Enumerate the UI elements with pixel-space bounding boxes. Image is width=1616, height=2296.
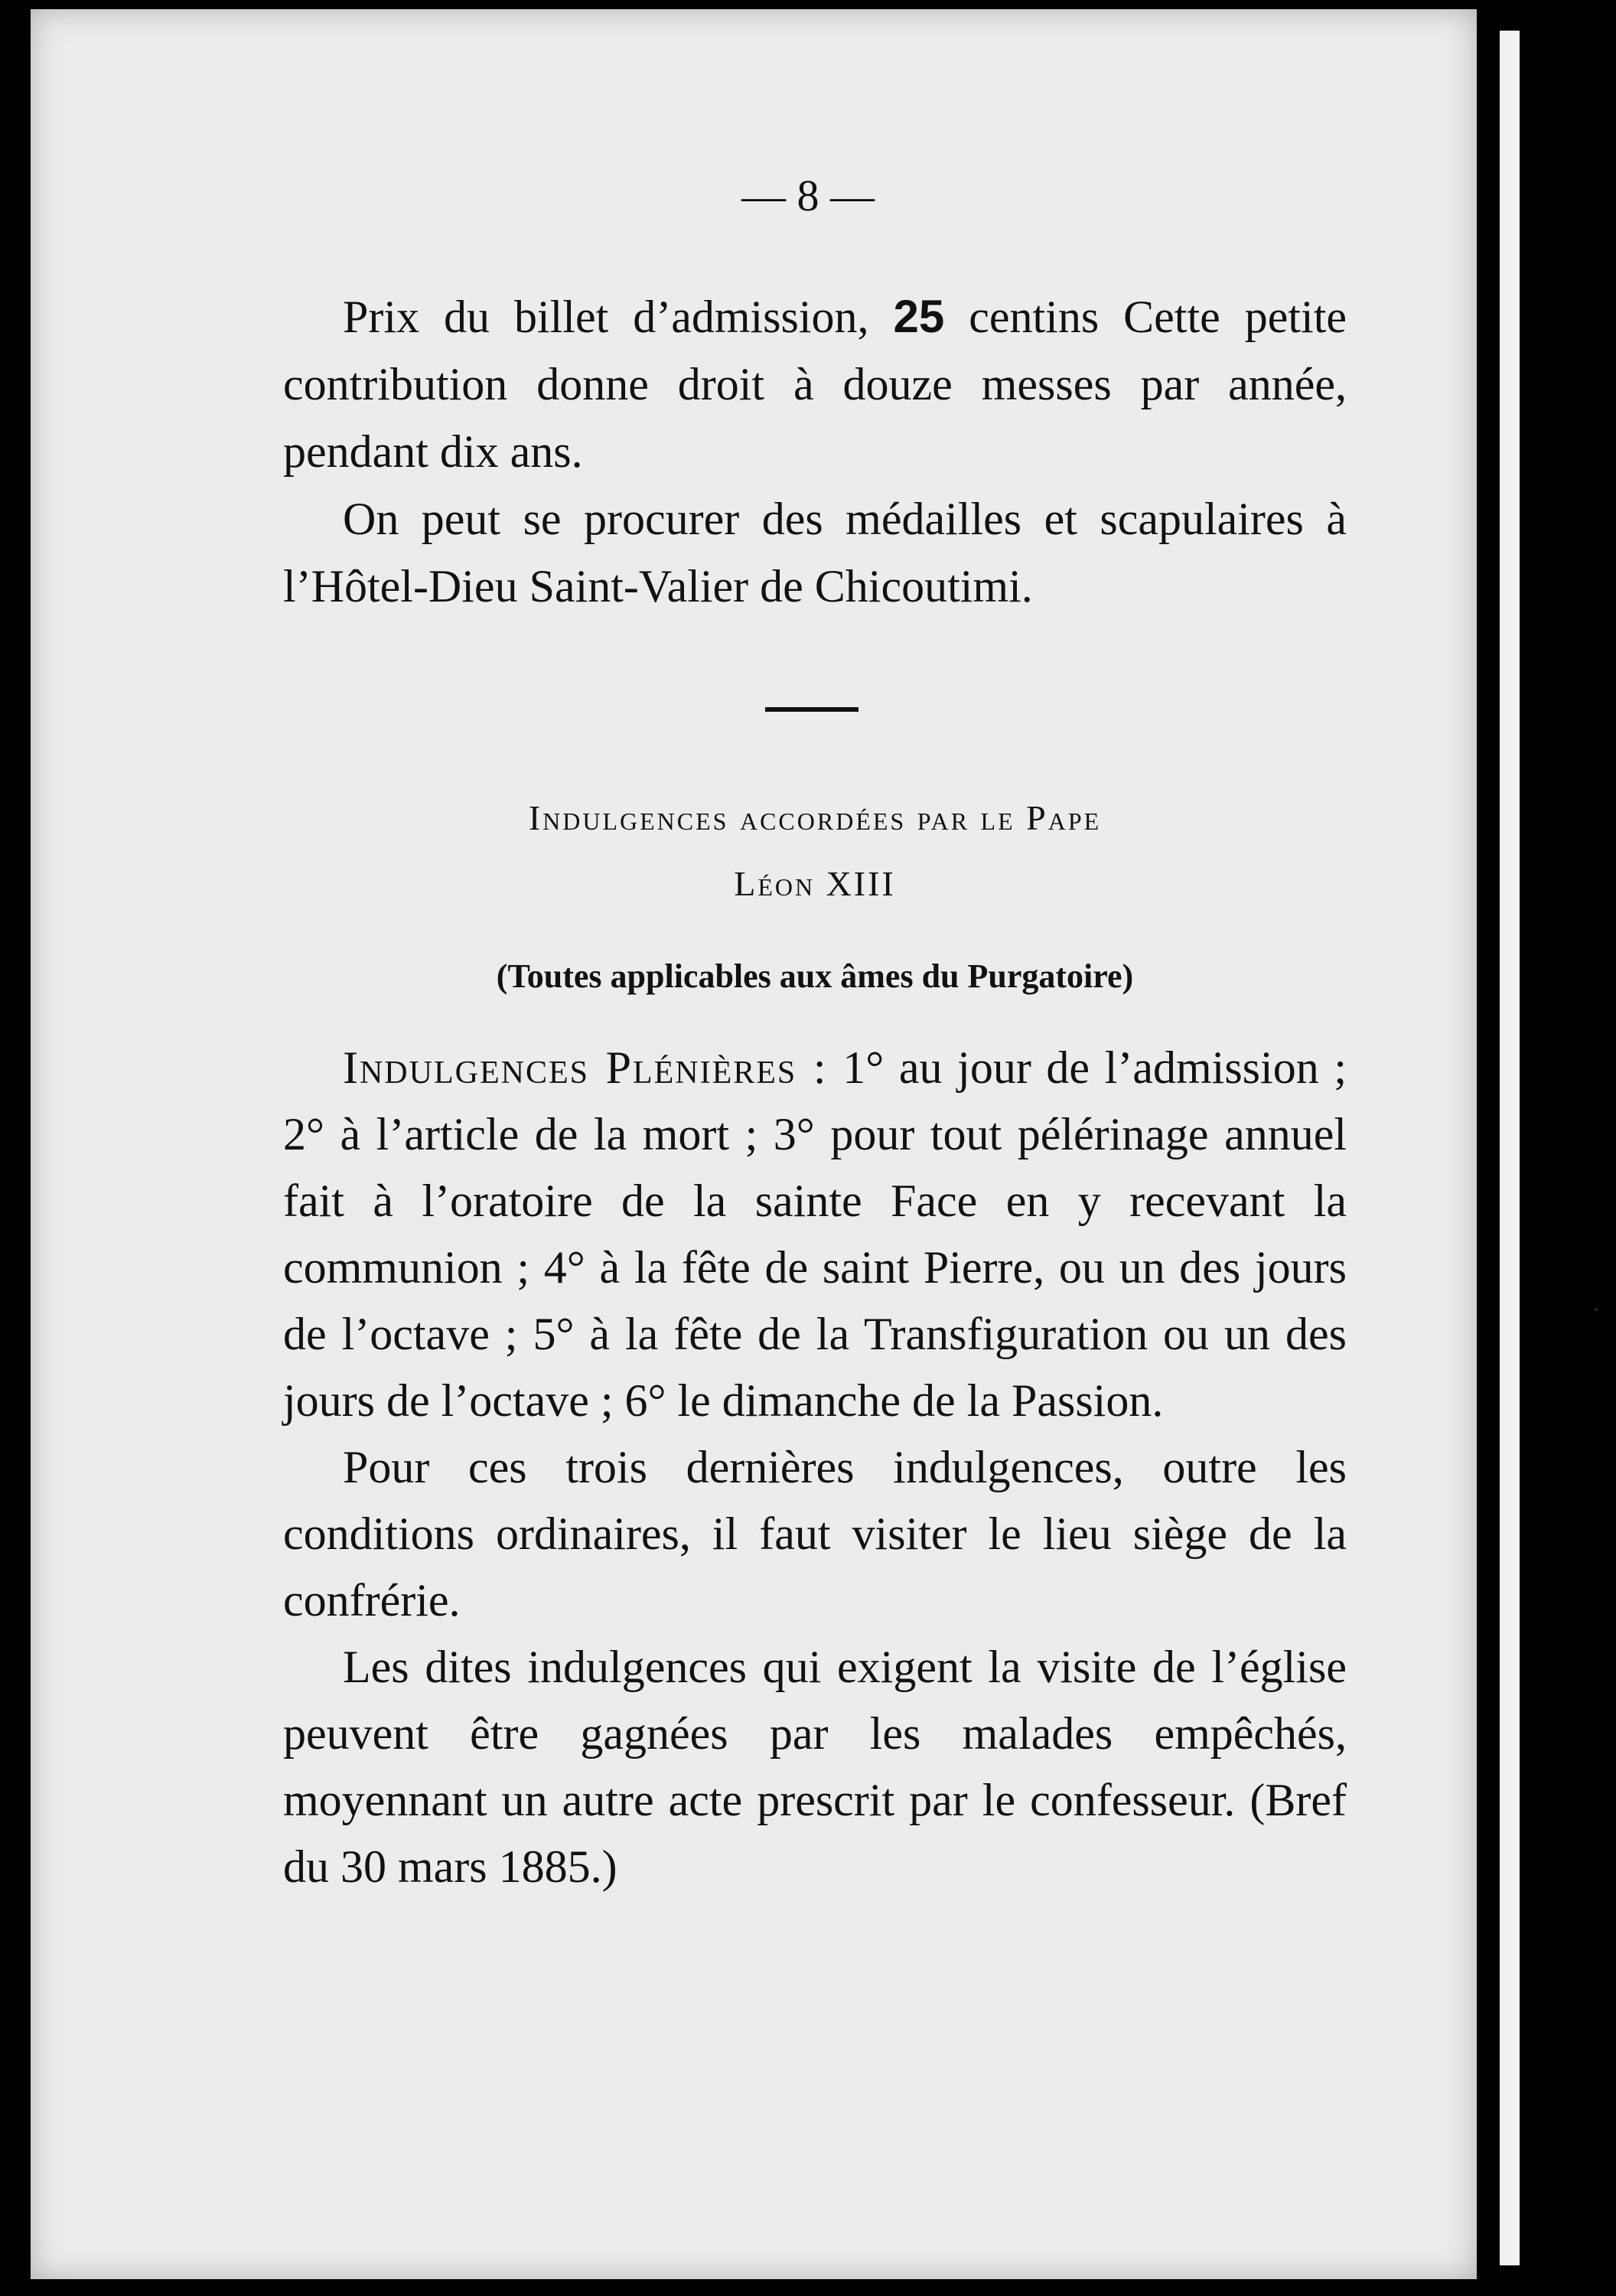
price-amount: 25 <box>893 291 945 342</box>
adjacent-page-edge <box>1500 31 1520 2265</box>
adjacent-page-fragment: · <box>1592 1294 1601 1326</box>
paragraph-conditions: Pour ces trois dernières indulgences, outre les conditions ordinaires, il faut visiter le lieu siège de la confrérie. <box>283 1442 1347 1626</box>
section-heading-line2: Léon XIII <box>734 864 896 903</box>
section-heading-line1: Indulgences accordées par le Pape <box>528 798 1102 837</box>
price-text-post: centins Cette petite contribution donne droit à douze messes par année, pendant dix ans. <box>283 292 1347 477</box>
section-subtitle: (Toutes applicables aux âmes du Purgatoire) <box>496 957 1134 995</box>
section-divider <box>765 707 858 712</box>
paragraph-price <box>283 283 1347 485</box>
paragraph-sick: Les dites indulgences qui exigent la visite de l’église peuvent être gagnées par les malades empêchés, moyennant un autre acte prescrit par le confesseur. (Bref du 30 mars 1885.) <box>283 1642 1347 1892</box>
paragraph-medals: On peut se procurer des médailles et scapulaires à l’Hôtel-Dieu Saint-Valier de Chicoutimi. <box>283 494 1347 612</box>
paragraph-plenary <box>283 1035 1347 1434</box>
text-block-indulgences <box>283 1035 1347 1900</box>
price-text-pre: Prix du billet d’admission, <box>343 292 894 342</box>
page-number: — 8 — <box>741 171 875 220</box>
plenary-text: 1° au jour de l’admission ; 2° à l’article de la mort ; 3° pour tout pélérinage annuel fait à l’oratoire de la sainte Face en y recevant la communion ; 4° à la fête de saint Pierre, ou un des jours de l’octave ; 5° à la fête de la Transfiguration ou un des jours de l’octave ; 6° le dimanche de la Passion. <box>283 1042 1347 1426</box>
plenary-lead: Indulgences Plénières : <box>343 1042 828 1093</box>
text-block-admission <box>283 283 1347 620</box>
